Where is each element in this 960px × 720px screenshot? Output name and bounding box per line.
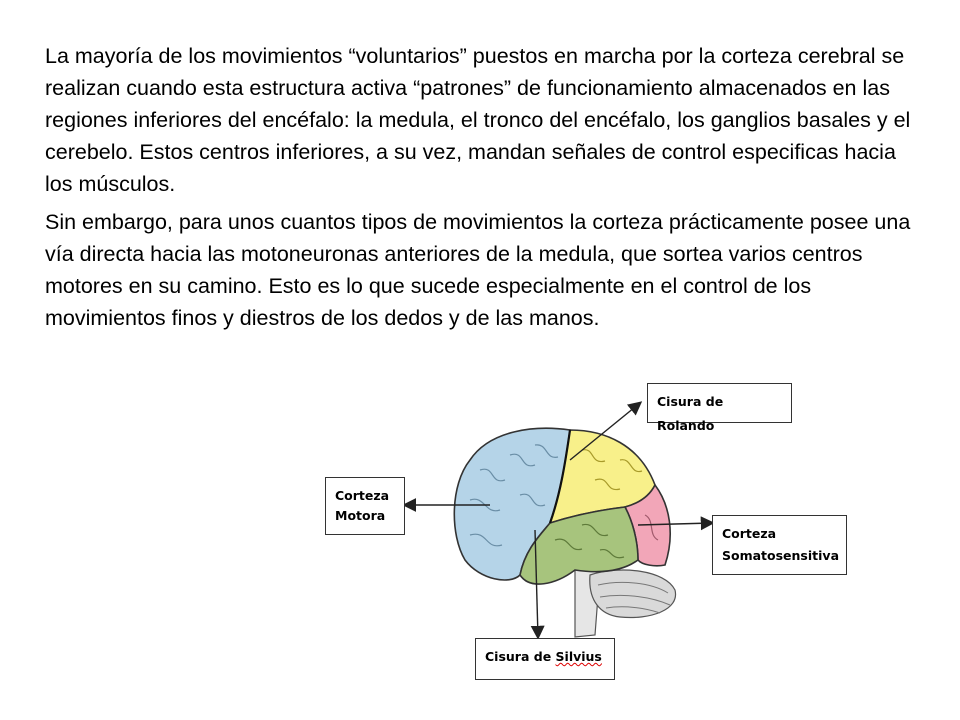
label-cisura-silvius-prefix: Cisura de [485, 649, 556, 664]
paragraph-1: La mayoría de los movimientos “voluntarios” puestos en marcha por la corteza cerebral se realizan cuando esta estructura activa “patrones” de funcionamiento almacenados en las regiones inferiores del encéfalo: la medula, el tronco del encéfalo, los ganglios basales y el cerebelo. Estos centros inferiores, a su vez, mandan señales de control especificas hacia los músculos. [45, 44, 911, 196]
label-corteza-motora-line1: Corteza [335, 488, 390, 503]
label-cisura-rolando-text: Cisura de Rolando [657, 394, 724, 433]
label-cisura-silvius-word: Silvius [555, 649, 602, 664]
label-corteza-somatosensitiva-line2: Somatosensitiva [722, 548, 839, 563]
cerebellum [590, 570, 676, 618]
label-corteza-motora-line2: Motora [335, 508, 386, 523]
label-corteza-motora [325, 477, 405, 535]
label-cisura-silvius [475, 638, 615, 680]
paragraph-2: Sin embargo, para unos cuantos tipos de movimientos la corteza prácticamente posee una vía directa hacia las motoneuronas anteriores de la medula, que sortea varios centros motores en su camino. Esto es lo que sucede especialmente en el control de los movimientos finos y diestros de los dedos y de las manos. [45, 210, 911, 330]
body-text [45, 40, 925, 340]
label-cisura-rolando [647, 383, 792, 433]
label-corteza-somatosensitiva [712, 515, 847, 575]
label-corteza-somatosensitiva-line1: Corteza [722, 526, 777, 541]
brain-diagram [320, 375, 839, 695]
